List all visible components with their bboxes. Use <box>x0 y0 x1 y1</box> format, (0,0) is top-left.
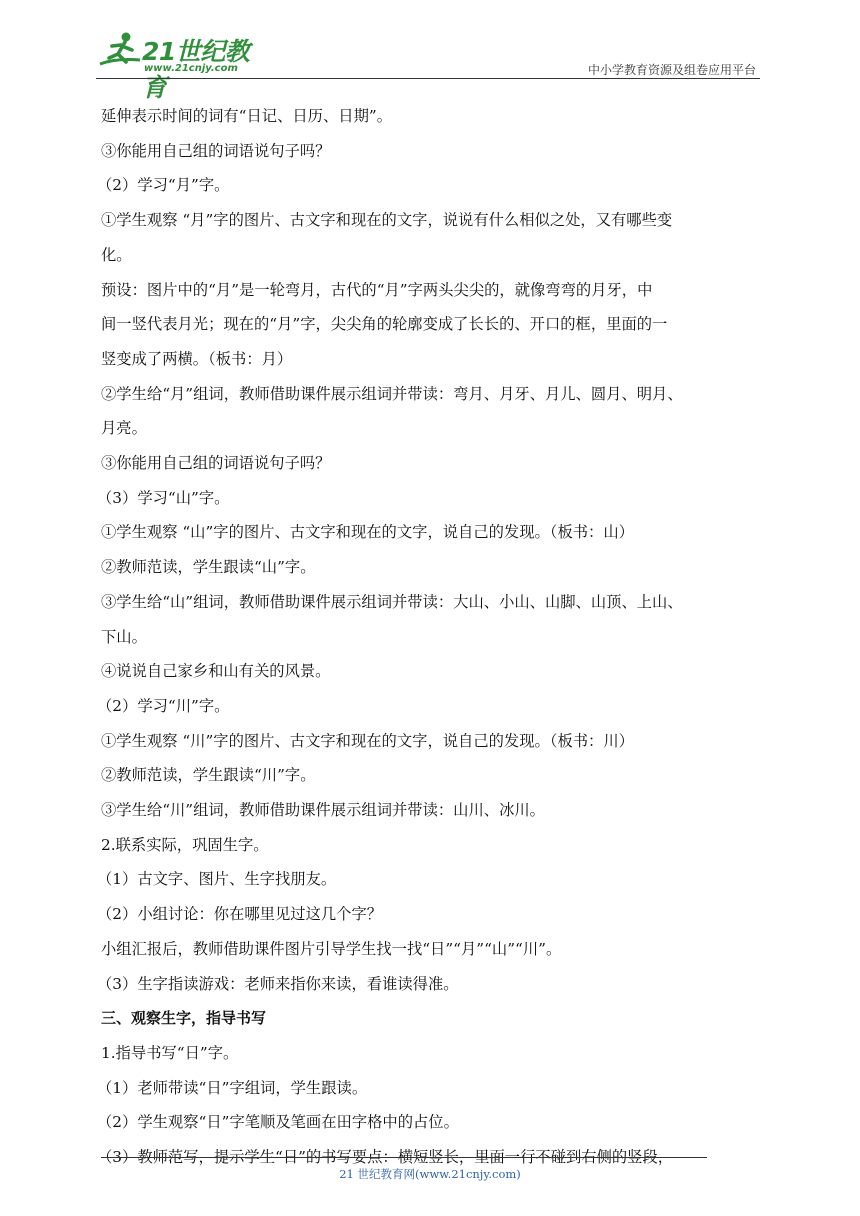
text-line: 小组汇报后，教师借助课件图片引导学生找一找“日”“月”“山”“川”。 <box>101 939 562 958</box>
logo-url: www.21cnjy.com <box>144 63 238 74</box>
text-line: 竖变成了两横。（板书：月） <box>101 349 293 368</box>
page-header <box>96 28 760 102</box>
text-line: 1.指导书写“日”字。 <box>101 1043 239 1062</box>
text-line: （3）教师范写，提示学生“日”的书写要点：横短竖长，里面一行不碰到右侧的竖段， <box>97 1148 674 1167</box>
text-line: （3）生字指读游戏：老师来指你来读，看谁读得准。 <box>97 974 459 993</box>
text-line: ①学生观察 “川”字的图片、古文字和现在的文字，说自己的发现。（板书：川） <box>101 731 634 750</box>
text-line: ③学生给“川”组词，教师借助课件展示组词并带读：山川、冰川。 <box>101 801 545 820</box>
text-line: （1）古文字、图片、生字找朋友。 <box>97 870 337 889</box>
runner-logo-icon <box>96 28 146 78</box>
text-line: ①学生观察 “月”字的图片、古文字和现在的文字，说说有什么相似之处，又有哪些变 <box>101 211 673 230</box>
text-line: ②教师范读，学生跟读“川”字。 <box>101 766 316 785</box>
text-line: （3）学习“山”字。 <box>97 488 230 507</box>
text-line: 下山。 <box>101 627 147 646</box>
text-line: （2）学习“月”字。 <box>97 176 230 195</box>
text-line: （2）学习“川”字。 <box>97 696 230 715</box>
text-line: 2.联系实际，巩固生字。 <box>101 835 269 854</box>
logo-text: 21世纪教育 <box>142 37 250 102</box>
header-divider <box>96 78 760 79</box>
text-line: ①学生观察 “山”字的图片、古文字和现在的文字，说自己的发现。（板书：山） <box>101 523 634 542</box>
platform-label: 中小学教育资源及组卷应用平台 <box>587 63 756 77</box>
text-line: ③你能用自己组的词语说句子吗？ <box>101 454 331 473</box>
document-body <box>97 99 763 1175</box>
text-line: ④说说自己家乡和山有关的风景。 <box>101 662 331 681</box>
text-line: ②学生给“月”组词，教师借助课件展示组词并带读：弯月、月牙、月儿、圆月、明月、 <box>101 384 683 403</box>
text-line: ③你能用自己组的词语说句子吗？ <box>101 141 331 160</box>
text-line: 间一竖代表月光；现在的“月”字，尖尖角的轮廓变成了长长的、开口的框，里面的一 <box>101 315 668 334</box>
section-heading: 三、观察生字，指导书写 <box>101 1009 267 1028</box>
site-logo <box>96 28 266 102</box>
footer-divider <box>101 1157 707 1158</box>
text-line: （2）学生观察“日”字笔顺及笔画在田字格中的占位。 <box>97 1113 459 1132</box>
text-line: ②教师范读，学生跟读“山”字。 <box>101 558 316 577</box>
text-line: （1）老师带读“日”字组词，学生跟读。 <box>97 1078 368 1097</box>
text-line: 预设：图片中的“月”是一轮弯月，古代的“月”字两头尖尖的，就像弯弯的月牙，中 <box>101 280 653 299</box>
text-line: 化。 <box>101 245 132 264</box>
page-footer: 21 世纪教育网(www.21cnjy.com) <box>339 1167 521 1181</box>
text-line: （2）小组讨论：你在哪里见过这几个字？ <box>97 905 383 924</box>
text-line: 月亮。 <box>101 419 147 438</box>
text-line: 延伸表示时间的词有“日记、日历、日期”。 <box>101 107 392 125</box>
text-line: ③学生给“山”组词，教师借助课件展示组词并带读：大山、小山、山脚、山顶、上山、 <box>101 592 683 611</box>
